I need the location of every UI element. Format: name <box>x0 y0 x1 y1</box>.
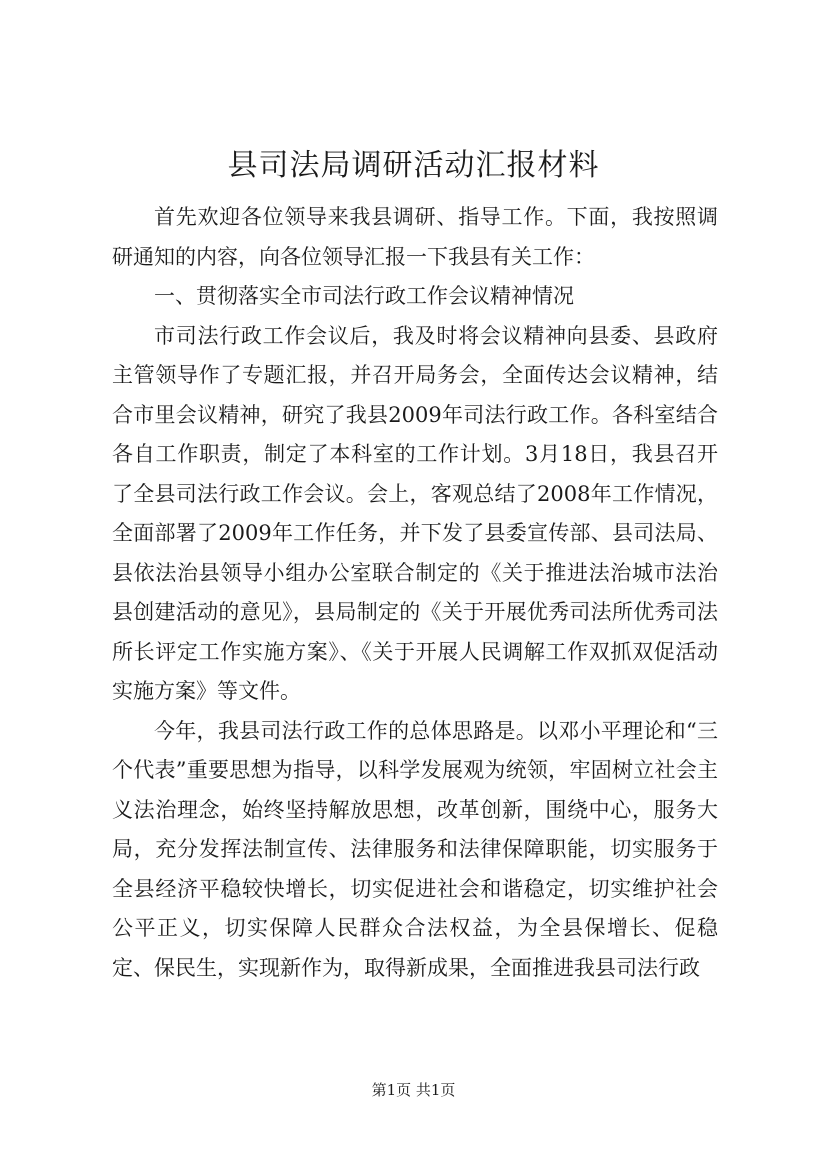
page-footer: 第1页 共1页 <box>371 1081 456 1099</box>
document-title: 县司法局调研活动汇报材料 <box>227 148 600 183</box>
paragraph-meeting: 市司法行政工作会议后，我及时将会议精神向县委、县政府主管领导作了专题汇报，并召开局务会，全面传达会议精神，结合市里会议精神，研究了我县2009年司法行政工作。各科室结合各自工作职责，制定了本科室的工作计划。3月18日，我县召开了全县司法行政工作会议。会上，客观总结了2008年工作情况，全面部署了2009年工作任务，并下发了县委宣传部、县司法局、县依法治县领导小组办公室联合制定的《关于推进法治城市法治县创建活动的意见》，县局制定的《关于开展优秀司法所优秀司法所长评定工作实施方案》、《关于开展人民调解工作双抓双促活动实施方案》等文件。 <box>112 323 718 703</box>
document-body <box>112 198 718 988</box>
paragraph-approach: 今年，我县司法行政工作的总体思路是。以邓小平理论和“三个代表”重要思想为指导，以科学发展观为统领，牢固树立社会主义法治理念，始终坚持解放思想，改革创新，围绕中心，服务大局，充分发挥法制宣传、法律服务和法律保障职能，切实服务于全县经济平稳较快增长，切实促进社会和谐稳定，切实维护社会公平正义，切实保障人民群众合法权益，为全县保增长、促稳定、保民生，实现新作为，取得新成果，全面推进我县司法行政 <box>112 718 718 980</box>
section-heading: 一、贯彻落实全市司法行政工作会议精神情况 <box>154 284 574 308</box>
paragraph-intro: 首先欢迎各位领导来我县调研、指导工作。下面，我按照调研通知的内容，向各位领导汇报一下我县有关工作： <box>112 205 718 269</box>
